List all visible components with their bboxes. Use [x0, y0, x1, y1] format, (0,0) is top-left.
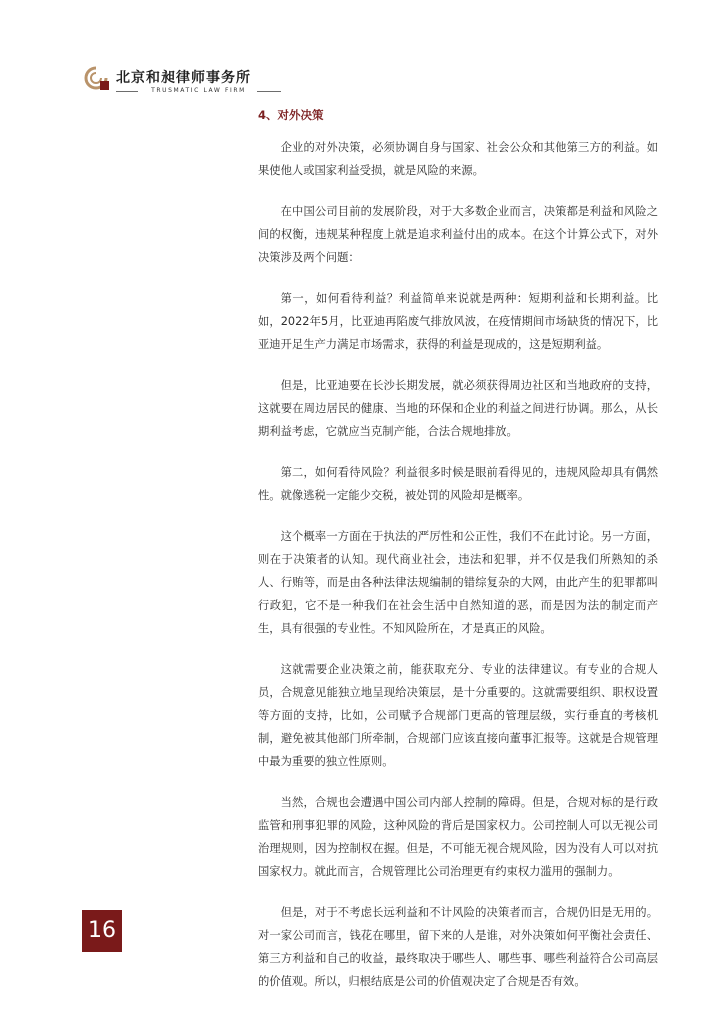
- page-number: 16: [82, 910, 122, 952]
- firm-header: [82, 64, 282, 98]
- firm-name-en: TRUSMATIC LAW FIRM: [151, 87, 246, 94]
- paragraph-5: 第二，如何看待风险？利益很多时候是眼前看得见的，违规风险却具有偶然性。就像逃税一定能少交税，被处罚的风险却是概率。: [258, 466, 658, 502]
- paragraph-1: 企业的对外决策，必须协调自身与国家、社会公众和其他第三方的利益。如果使他人或国家利益受损，就是风险的来源。: [258, 141, 658, 177]
- paragraph-4: 但是，比亚迪要在长沙长期发展，就必须获得周边社区和当地政府的支持，这就要在周边居民的健康、当地的环保和企业的利益之间进行协调。那么，从长期利益考虑，它就应当克制产能，合法合规地排放。: [258, 379, 658, 438]
- paragraph-3: 第一，如何看待利益？利益简单来说就是两种：短期利益和长期利益。比如，2022年5月，比亚迪再陷废气排放风波，在疫情期间市场缺货的情况下，比亚迪开足生产力满足市场需求，获得的利益是现成的，这是短期利益。: [258, 292, 658, 351]
- subtitle-divider-right: [257, 91, 281, 92]
- paragraph-6: 这个概率一方面在于执法的严厉性和公正性，我们不在此讨论。另一方面，则在于决策者的认知。现代商业社会，违法和犯罪，并不仅是我们所熟知的杀人、行贿等，而是由各种法律法规编制的错综复杂的大网，由此产生的犯罪都叫行政犯，它不是一种我们在社会生活中自然知道的恶，而是因为法的制定而产生，具有很强的专业性。不知风险所在，才是真正的风险。: [258, 530, 658, 635]
- firm-name: 北京和昶律师事务所: [116, 70, 251, 86]
- paragraph-2: 在中国公司目前的发展阶段，对于大多数企业而言，决策都是利益和风险之间的权衡，违规某种程度上就是追求利益付出的成本。在这个计算公式下，对外决策涉及两个问题：: [258, 205, 658, 264]
- section-heading: 4、对外决策: [258, 108, 324, 122]
- article-body: [258, 136, 658, 1011]
- firm-subtitle: [116, 86, 281, 96]
- subtitle-divider-left: [116, 91, 138, 92]
- paragraph-9: 但是，对于不考虑长远利益和不计风险的决策者而言，合规仍旧是无用的。对一家公司而言，钱花在哪里，留下来的人是谁，对外决策如何平衡社会责任、第三方利益和自己的收益，最终取决于哪些人、哪些事、哪些利益符合公司高层的价值观。所以，归根结底是公司的价值观决定了合规是否有效。: [258, 906, 658, 988]
- firm-logo-icon: [82, 64, 110, 92]
- paragraph-8: 当然，合规也会遭遇中国公司内部人控制的障碍。但是，合规对标的是行政监管和刑事犯罪的风险，这种风险的背后是国家权力。公司控制人可以无视公司治理规则，因为控制权在握。但是，不可能无视合规风险，因为没有人可以对抗国家权力。就此而言，合规管理比公司治理更有约束权力滥用的强制力。: [258, 796, 658, 878]
- paragraph-7: 这就需要企业决策之前，能获取充分、专业的法律建议。有专业的合规人员，合规意见能独立地呈现给决策层，是十分重要的。这就需要组织、职权设置等方面的支持，比如，公司赋予合规部门更高的管理层级，实行垂直的考核机制，避免被其他部门所牵制，合规部门应该直接向董事汇报等。这就是合规管理中最为重要的独立性原则。: [258, 663, 658, 768]
